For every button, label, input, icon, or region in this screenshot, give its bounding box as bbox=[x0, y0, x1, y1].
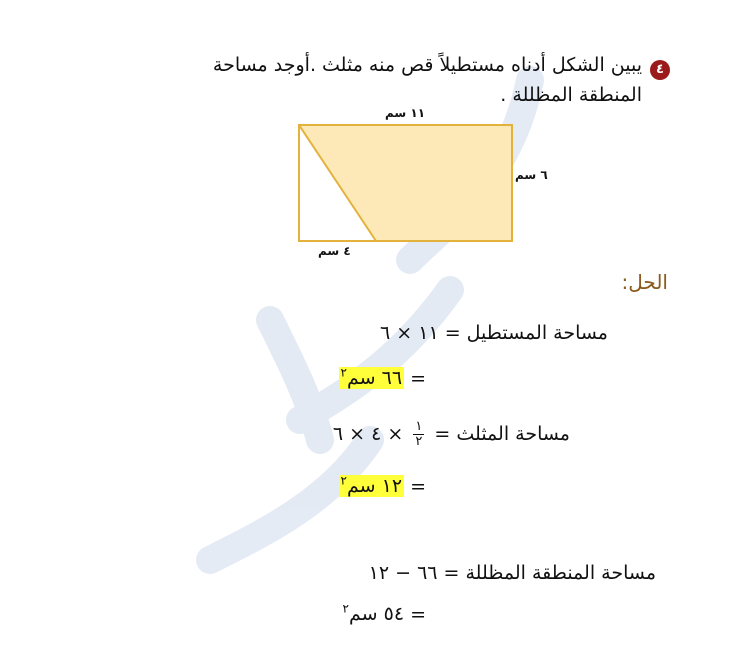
label-length: ١١ سم bbox=[385, 106, 426, 120]
fraction-half: $\frac{١}{٢}$ bbox=[415, 419, 423, 449]
triangle-area-result bbox=[339, 474, 426, 497]
question-text-line1: يبين الشكل أدناه مستطيلاً قص منه مثلث .أوجد مساحة bbox=[212, 54, 642, 76]
question-text-line2: المنطقة المظللة . bbox=[500, 84, 642, 106]
highlighted-result: ١٢ سم$^٢$ bbox=[340, 474, 403, 498]
triangle-area-equation: مساحة المثلث = $\frac{١}{٢}$ × ٤ × ٦ bbox=[332, 419, 570, 449]
equals-sign: = bbox=[410, 475, 426, 498]
equals-sign: = bbox=[410, 603, 426, 626]
equals-sign: = bbox=[410, 367, 426, 390]
question-number-badge: ٤ bbox=[650, 60, 670, 80]
rectangle-area-equation: مساحة المستطيل = ١١ × ٦ bbox=[380, 322, 608, 344]
solution-title: الحل: bbox=[621, 270, 668, 294]
shaded-area-result bbox=[343, 602, 426, 625]
label-width: ٦ سم bbox=[515, 168, 548, 182]
result-value: ٥٤ سم$^٢$ bbox=[342, 602, 405, 626]
rectangle-area-result bbox=[339, 366, 426, 389]
rectangle-figure bbox=[290, 118, 522, 248]
label-triangle-base: ٤ سم bbox=[318, 244, 351, 258]
shaded-area-equation: مساحة المنطقة المظللة = ٦٦ − ١٢ bbox=[368, 562, 656, 584]
highlighted-result: ٦٦ سم$^٢$ bbox=[340, 366, 403, 390]
